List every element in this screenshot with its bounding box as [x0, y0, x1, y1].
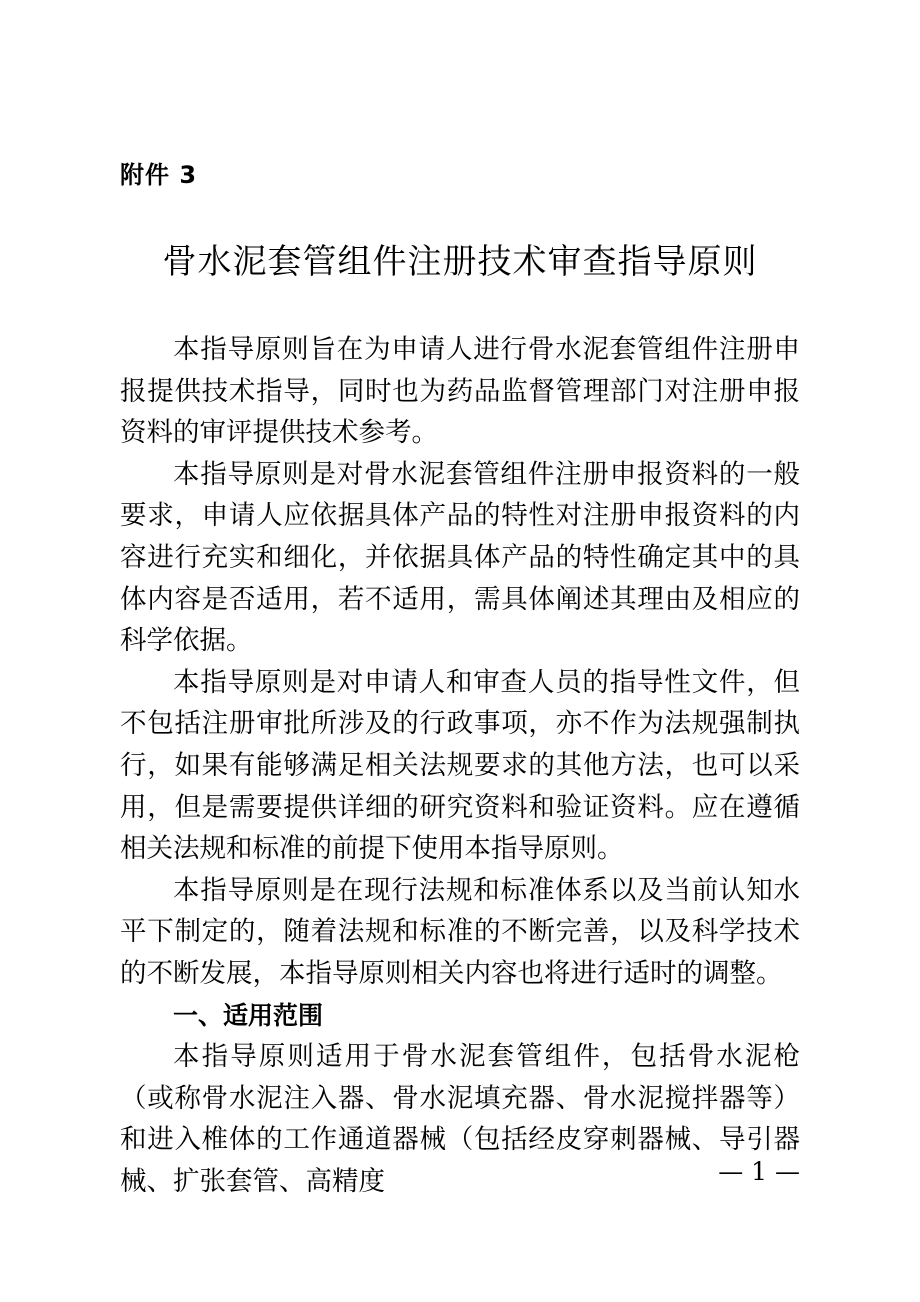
- section-heading: 一、适用范围: [173, 1000, 324, 1030]
- paragraph: 本指导原则是对骨水泥套管组件注册申报资料的一般要求，申请人应依据具体产品的特性对注册申报资料的内容进行充实和细化，并依据具体产品的特性确定其中的具体内容是否适用，若不适用，需具体阐述其理由及相应的科学依据。: [120, 458, 800, 657]
- paragraph: 本指导原则是对申请人和审查人员的指导性文件，但不包括注册审批所涉及的行政事项，亦不作为法规强制执行，如果有能够满足相关法规要求的其他方法，也可以采用，但是需要提供详细的研究资料和验证资料。应在遵循相关法规和标准的前提下使用本指导原则。: [120, 666, 800, 865]
- paragraph: 本指导原则是在现行法规和标准体系以及当前认知水平下制定的，随着法规和标准的不断完善，以及科学技术的不断发展，本指导原则相关内容也将进行适时的调整。: [120, 874, 800, 989]
- attachment-label: 附件 3: [120, 161, 198, 189]
- document-body: [120, 329, 800, 1202]
- document-title: 骨水泥套管组件注册技术审查指导原则: [162, 242, 758, 282]
- page-number: — 1 —: [718, 1157, 800, 1186]
- section-paragraph: 本指导原则适用于骨水泥套管组件，包括骨水泥枪（或称骨水泥注入器、骨水泥填充器、骨水泥搅拌器等）和进入椎体的工作通道器械（包括经皮穿刺器械、导引器械、扩张套管、高精度: [120, 1041, 800, 1197]
- paragraph: 本指导原则旨在为申请人进行骨水泥套管组件注册申报提供技术指导，同时也为药品监督管理部门对注册申报资料的审评提供技术参考。: [120, 334, 800, 449]
